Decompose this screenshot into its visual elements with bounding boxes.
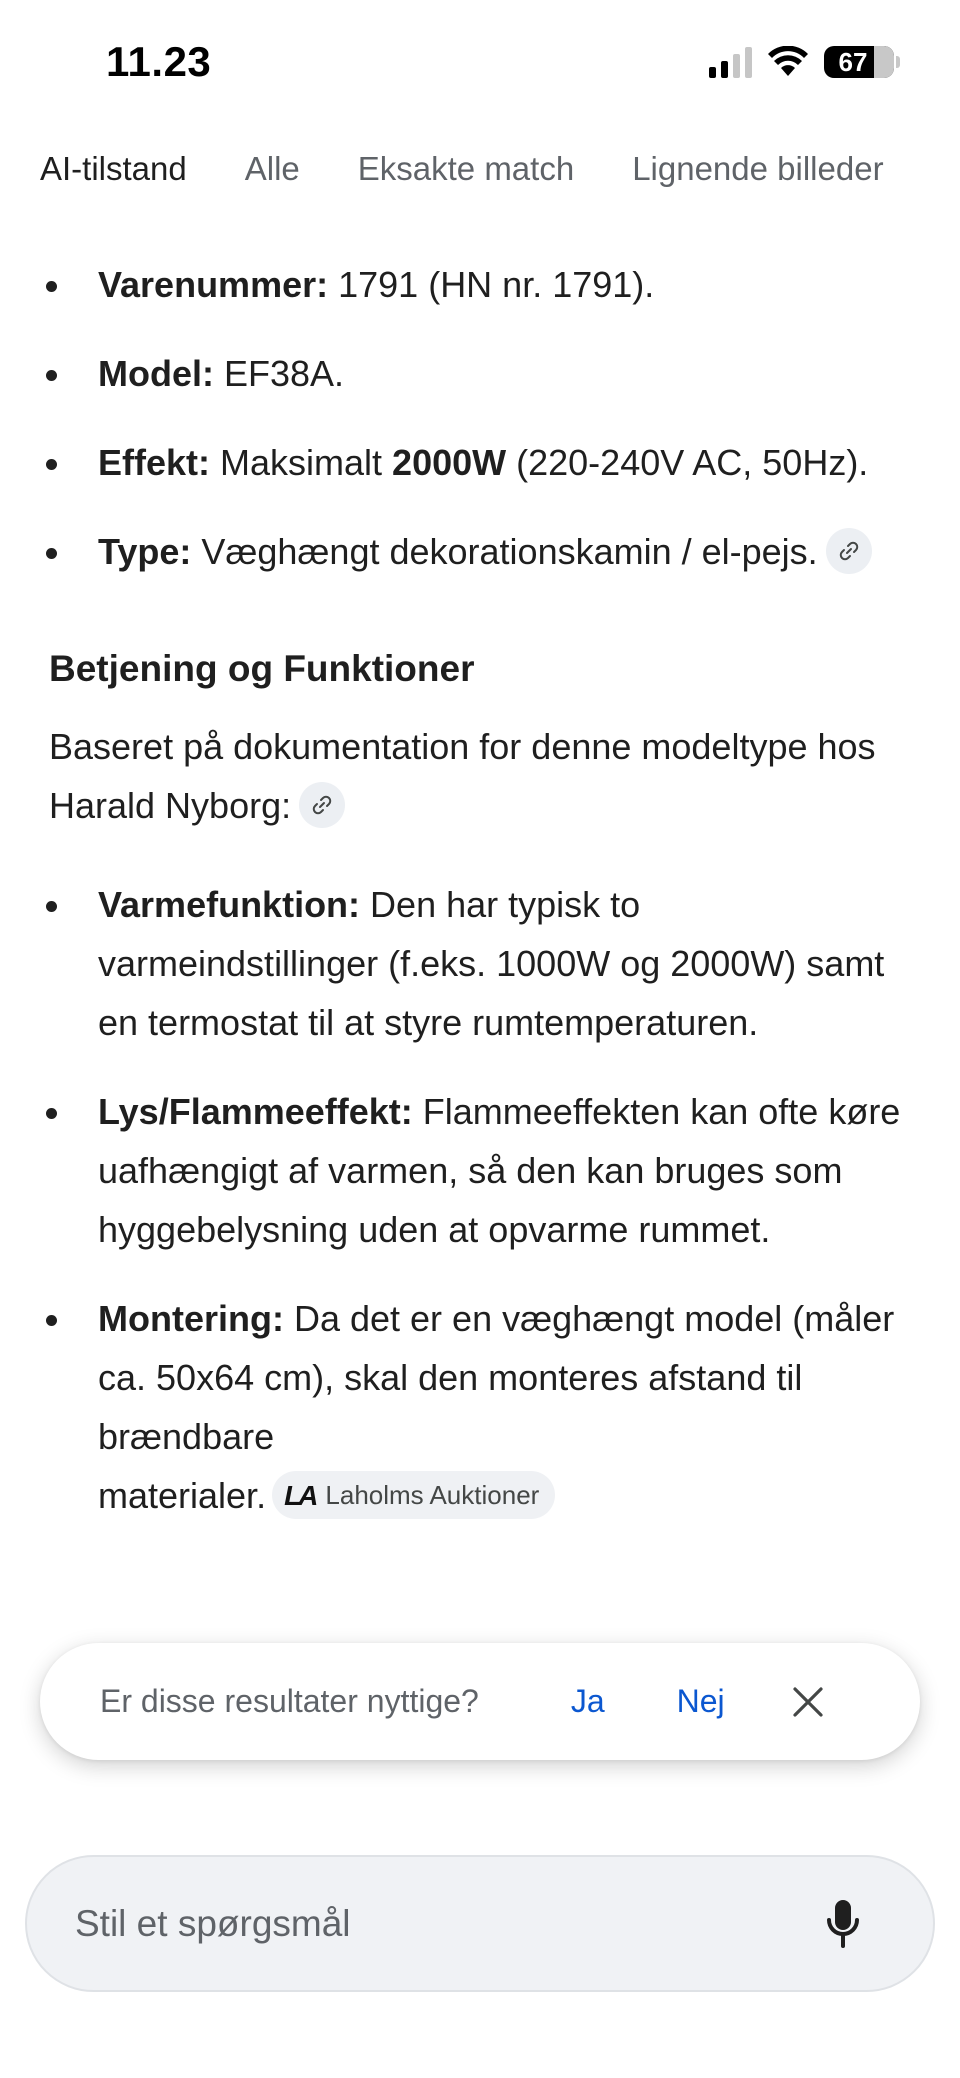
feedback-bar xyxy=(40,1643,920,1760)
link-icon[interactable] xyxy=(299,782,345,828)
close-icon[interactable] xyxy=(791,1685,825,1719)
status-bar xyxy=(0,0,960,120)
signal-icon xyxy=(709,46,752,78)
status-time: 11.23 xyxy=(106,38,212,85)
section-heading: Betjening og Funktioner xyxy=(49,648,475,689)
link-icon[interactable] xyxy=(826,528,872,574)
list-item: Type: Væghængt dekorationskamin / el-pejs. xyxy=(0,522,960,581)
source-chip-label: Laholms Auktioner xyxy=(325,1479,540,1510)
status-icons xyxy=(709,46,900,78)
search-tabs xyxy=(0,150,960,220)
mic-icon[interactable] xyxy=(825,1898,861,1950)
tab-all[interactable]: Alle xyxy=(244,150,300,187)
list-item: Model: EF38A. xyxy=(0,344,960,403)
section-intro: Baseret på dokumentation for denne modeltype hos Harald Nyborg: xyxy=(0,717,960,835)
feedback-yes-button[interactable]: Ja xyxy=(570,1683,605,1719)
list-item: Montering: Da det er en væghængt model (måler ca. 50x64 cm), skal den monteres afstand til brændbare materialer. LA Laholms Auktioner xyxy=(0,1289,960,1525)
list-item: Effekt: Maksimalt 2000W (220-240V AC, 50Hz). xyxy=(0,433,960,492)
list-item: Varmefunktion: Den har typisk to varmeindstillinger (f.eks. 1000W og 2000W) samt en termostat til at styre rumtemperaturen. xyxy=(0,875,960,1052)
ai-answer-content xyxy=(0,255,960,1835)
tab-ai-mode[interactable]: AI-tilstand xyxy=(40,150,187,187)
tab-similar-images[interactable]: Lignende billeder xyxy=(632,150,884,187)
ask-input-bar[interactable] xyxy=(25,1855,935,1992)
tab-exact-match[interactable]: Eksakte match xyxy=(357,150,575,187)
laholms-logo-icon: LA xyxy=(284,1479,316,1511)
feedback-no-button[interactable]: Nej xyxy=(676,1683,725,1719)
battery-icon xyxy=(824,46,894,78)
battery-level: 67 xyxy=(838,46,868,77)
feature-list xyxy=(0,875,960,1525)
source-chip[interactable] xyxy=(272,1471,555,1519)
list-item: Varenummer: 1791 (HN nr. 1791). xyxy=(0,255,960,314)
ask-input[interactable]: Stil et spørgsmål xyxy=(75,1902,351,1944)
list-item: Lys/Flammeeffekt: Flammeeffekten kan ofte køre uafhængigt af varmen, så den kan bruges som hyggebelysning uden at opvarme rummet. xyxy=(0,1082,960,1259)
wifi-icon xyxy=(768,46,808,78)
feedback-question: Er disse resultater nyttige? xyxy=(100,1683,479,1719)
spec-list xyxy=(0,255,960,581)
